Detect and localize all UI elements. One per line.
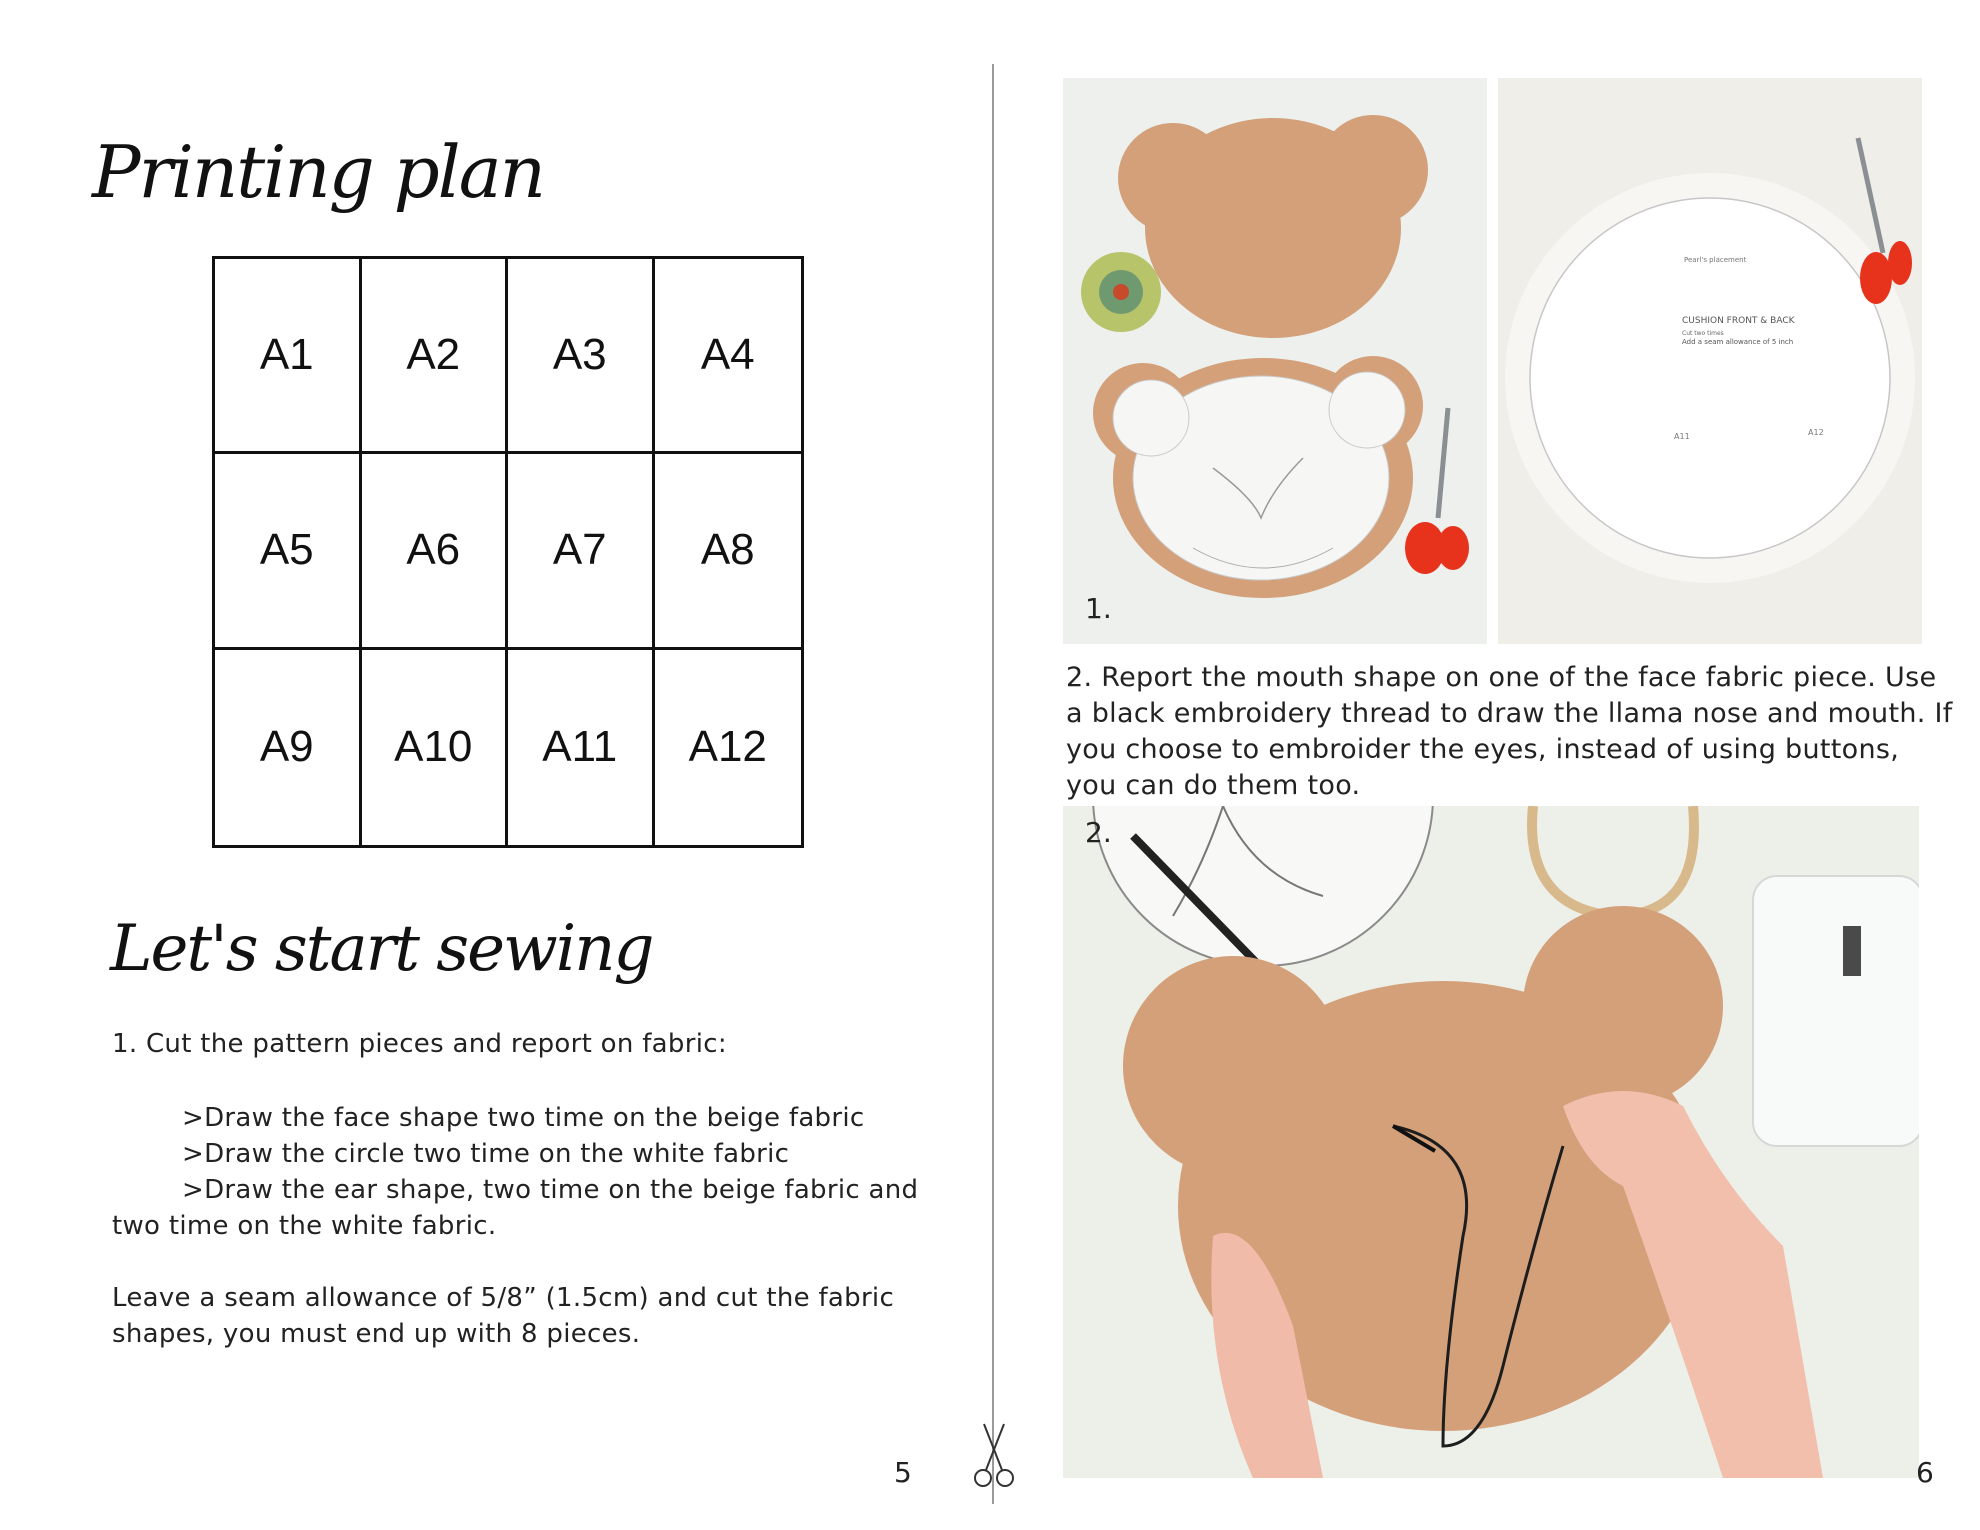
- section-title: Let's start sewing: [110, 912, 653, 986]
- pattern-subtitle: Add a seam allowance of 5 inch: [1682, 338, 1794, 346]
- grid-cell: A2: [362, 259, 509, 454]
- grid-cell: A7: [508, 454, 655, 649]
- grid-cell: A6: [362, 454, 509, 649]
- step1-intro: 1. Cut the pattern pieces and report on fabric:: [112, 1029, 727, 1059]
- bullet-continuation: two time on the white fabric.: [112, 1211, 497, 1241]
- bullet-item: >Draw the circle two time on the white fabric: [182, 1139, 790, 1169]
- grid-cell: A10: [362, 650, 509, 845]
- seam-allowance-text: Leave a seam allowance of 5/8” (1.5cm) and cut the fabric: [112, 1283, 895, 1313]
- printing-plan-title: Printing plan: [92, 130, 544, 214]
- grid-cell: A8: [655, 454, 802, 649]
- bullet-item: >Draw the face shape two time on the beige fabric: [182, 1103, 865, 1133]
- grid-cell: A11: [508, 650, 655, 845]
- pattern-tag: A11: [1674, 432, 1690, 441]
- grid-cell: A4: [655, 259, 802, 454]
- photo1-label: 1.: [1085, 592, 1112, 625]
- page-number-right: 6: [1916, 1456, 1934, 1489]
- pattern-tag: A12: [1808, 428, 1824, 437]
- scissors-icon: [970, 1422, 1018, 1492]
- step2-text: you choose to embroider the eyes, instead of using buttons,: [1066, 734, 1900, 765]
- bullet-item: >Draw the ear shape, two time on the beige fabric and: [182, 1175, 919, 1205]
- photo2-label: 2.: [1085, 816, 1112, 849]
- step2-text: a black embroidery thread to draw the llama nose and mouth. If: [1066, 698, 1953, 729]
- photo-embroidery: [1063, 806, 1919, 1478]
- grid-cell: A3: [508, 259, 655, 454]
- pattern-title: CUSHION FRONT & BACK: [1682, 316, 1795, 326]
- page-number-left: 5: [894, 1456, 912, 1489]
- photo-circle-pattern: [1498, 78, 1922, 644]
- step2-text: you can do them too.: [1066, 770, 1361, 801]
- step2-text: 2. Report the mouth shape on one of the face fabric piece. Use: [1066, 662, 1937, 693]
- grid-cell: A5: [215, 454, 362, 649]
- fold-line: [992, 64, 994, 1504]
- photo-fabric-pieces: [1063, 78, 1487, 644]
- pattern-subtitle: Cut two times: [1682, 330, 1724, 337]
- grid-cell: A9: [215, 650, 362, 845]
- grid-cell: A1: [215, 259, 362, 454]
- grid-cell: A12: [688, 722, 767, 772]
- seam-allowance-text: shapes, you must end up with 8 pieces.: [112, 1319, 641, 1349]
- pattern-header: Pearl's placement: [1684, 256, 1747, 264]
- printing-grid: [212, 256, 804, 848]
